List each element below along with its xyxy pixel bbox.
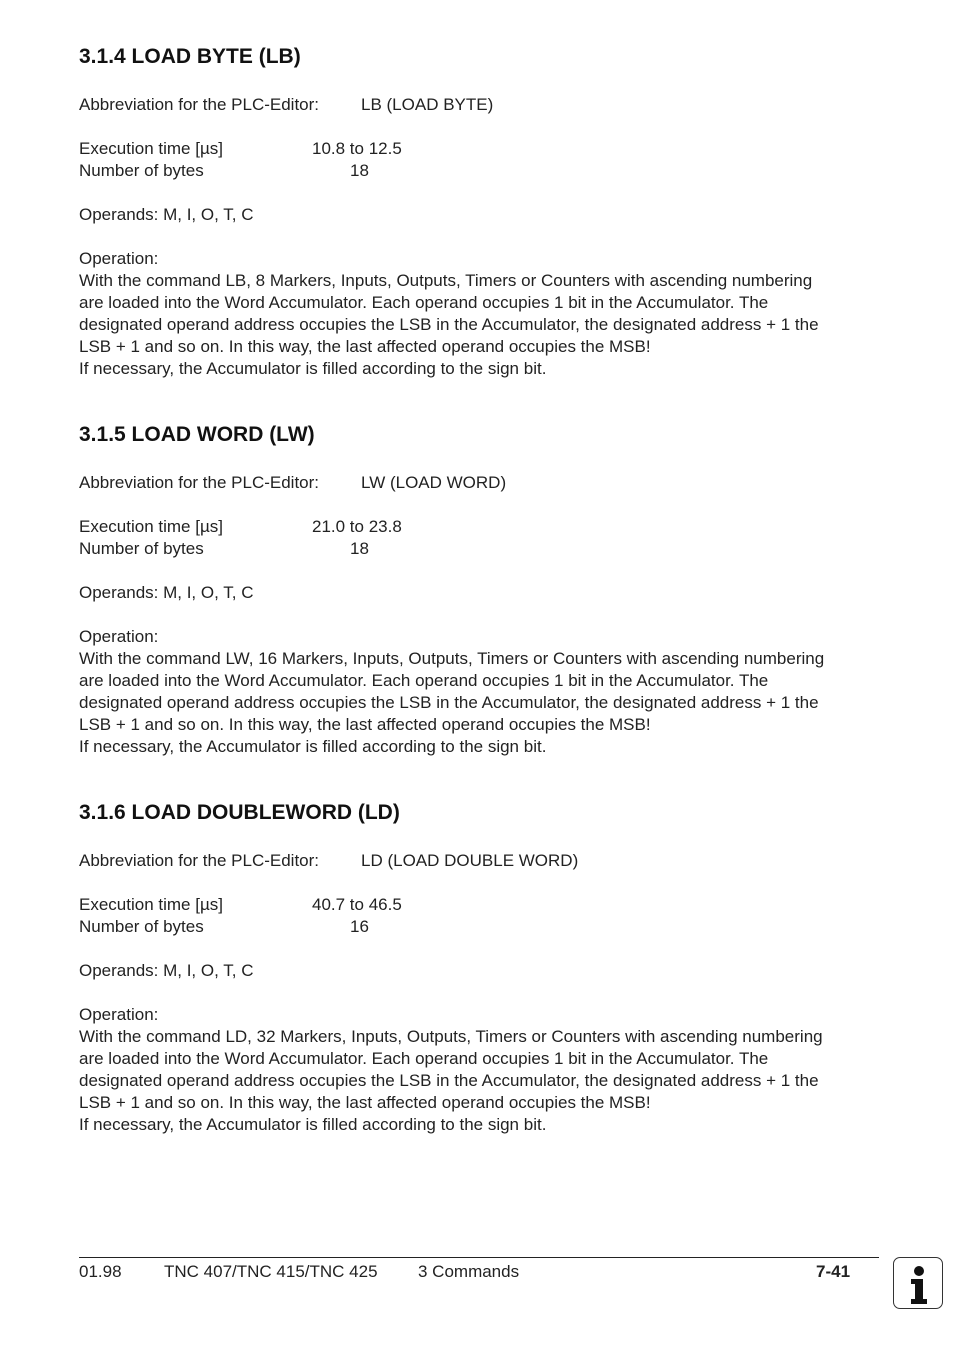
info-glyph [894, 1258, 944, 1310]
operation-line: LSB + 1 and so on. In this way, the last affected operand occupies the MSB! [79, 1093, 651, 1112]
footer-date: 01.98 [79, 1262, 122, 1281]
section-title: 3.1.6 LOAD DOUBLEWORD (LD) [79, 801, 400, 824]
operands-line: Operands: M, I, O, T, C [79, 961, 254, 980]
operation-line: If necessary, the Accumulator is filled according to the sign bit. [79, 359, 547, 378]
footer-divider [79, 1257, 879, 1258]
operation-line: are loaded into the Word Accumulator. Each operand occupies 1 bit in the Accumulator. The [79, 671, 769, 690]
number-of-bytes-label: Number of bytes [79, 539, 204, 558]
section-load-doubleword [79, 801, 889, 1141]
section-title: 3.1.5 LOAD WORD (LW) [79, 423, 315, 446]
operation-line: If necessary, the Accumulator is filled according to the sign bit. [79, 737, 547, 756]
page-number: 7-41 [816, 1262, 851, 1281]
abbreviation-value: LW (LOAD WORD) [361, 473, 507, 492]
number-of-bytes-label: Number of bytes [79, 917, 204, 936]
number-of-bytes-value: 18 [350, 539, 369, 558]
operation-line: With the command LB, 8 Markers, Inputs, Outputs, Timers or Counters with ascending numbering [79, 271, 813, 290]
execution-time-label: Execution time [µs] [79, 895, 223, 914]
info-icon [893, 1257, 943, 1309]
operation-line: are loaded into the Word Accumulator. Each operand occupies 1 bit in the Accumulator. The [79, 293, 769, 312]
abbreviation-label: Abbreviation for the PLC-Editor: [79, 95, 320, 114]
operation-line: If necessary, the Accumulator is filled according to the sign bit. [79, 1115, 547, 1134]
abbreviation-value: LB (LOAD BYTE) [361, 95, 494, 114]
execution-time-label: Execution time [µs] [79, 517, 223, 536]
operation-label: Operation: [79, 249, 159, 268]
operation-line: With the command LD, 32 Markers, Inputs, Outputs, Timers or Counters with ascending numbering [79, 1027, 823, 1046]
abbreviation-label: Abbreviation for the PLC-Editor: [79, 851, 320, 870]
operation-line: are loaded into the Word Accumulator. Each operand occupies 1 bit in the Accumulator. The [79, 1049, 769, 1068]
number-of-bytes-value: 16 [350, 917, 369, 936]
footer-chapter: 3 Commands [418, 1262, 520, 1281]
operation-line: LSB + 1 and so on. In this way, the last affected operand occupies the MSB! [79, 337, 651, 356]
execution-time-value: 40.7 to 46.5 [312, 895, 402, 914]
execution-time-label: Execution time [µs] [79, 139, 223, 158]
abbreviation-label: Abbreviation for the PLC-Editor: [79, 473, 320, 492]
operation-label: Operation: [79, 627, 159, 646]
operation-line: designated operand address occupies the LSB in the Accumulator, the designated address + 1 the [79, 1071, 819, 1090]
abbreviation-value: LD (LOAD DOUBLE WORD) [361, 851, 579, 870]
execution-time-value: 10.8 to 12.5 [312, 139, 402, 158]
number-of-bytes-value: 18 [350, 161, 369, 180]
execution-time-value: 21.0 to 23.8 [312, 517, 402, 536]
number-of-bytes-label: Number of bytes [79, 161, 204, 180]
operation-line: designated operand address occupies the LSB in the Accumulator, the designated address + 1 the [79, 693, 819, 712]
section-load-word [79, 423, 889, 763]
operation-text [79, 1026, 891, 1136]
operands-line: Operands: M, I, O, T, C [79, 583, 254, 602]
footer-models: TNC 407/TNC 415/TNC 425 [164, 1262, 378, 1281]
operands-line: Operands: M, I, O, T, C [79, 205, 254, 224]
operation-line: designated operand address occupies the LSB in the Accumulator, the designated address + 1 the [79, 315, 819, 334]
operation-line: With the command LW, 16 Markers, Inputs, Outputs, Timers or Counters with ascending numbering [79, 649, 825, 668]
operation-text [79, 648, 891, 758]
operation-label: Operation: [79, 1005, 159, 1024]
operation-text [79, 270, 891, 380]
section-title: 3.1.4 LOAD BYTE (LB) [79, 45, 301, 68]
operation-line: LSB + 1 and so on. In this way, the last affected operand occupies the MSB! [79, 715, 651, 734]
section-load-byte [79, 45, 889, 385]
